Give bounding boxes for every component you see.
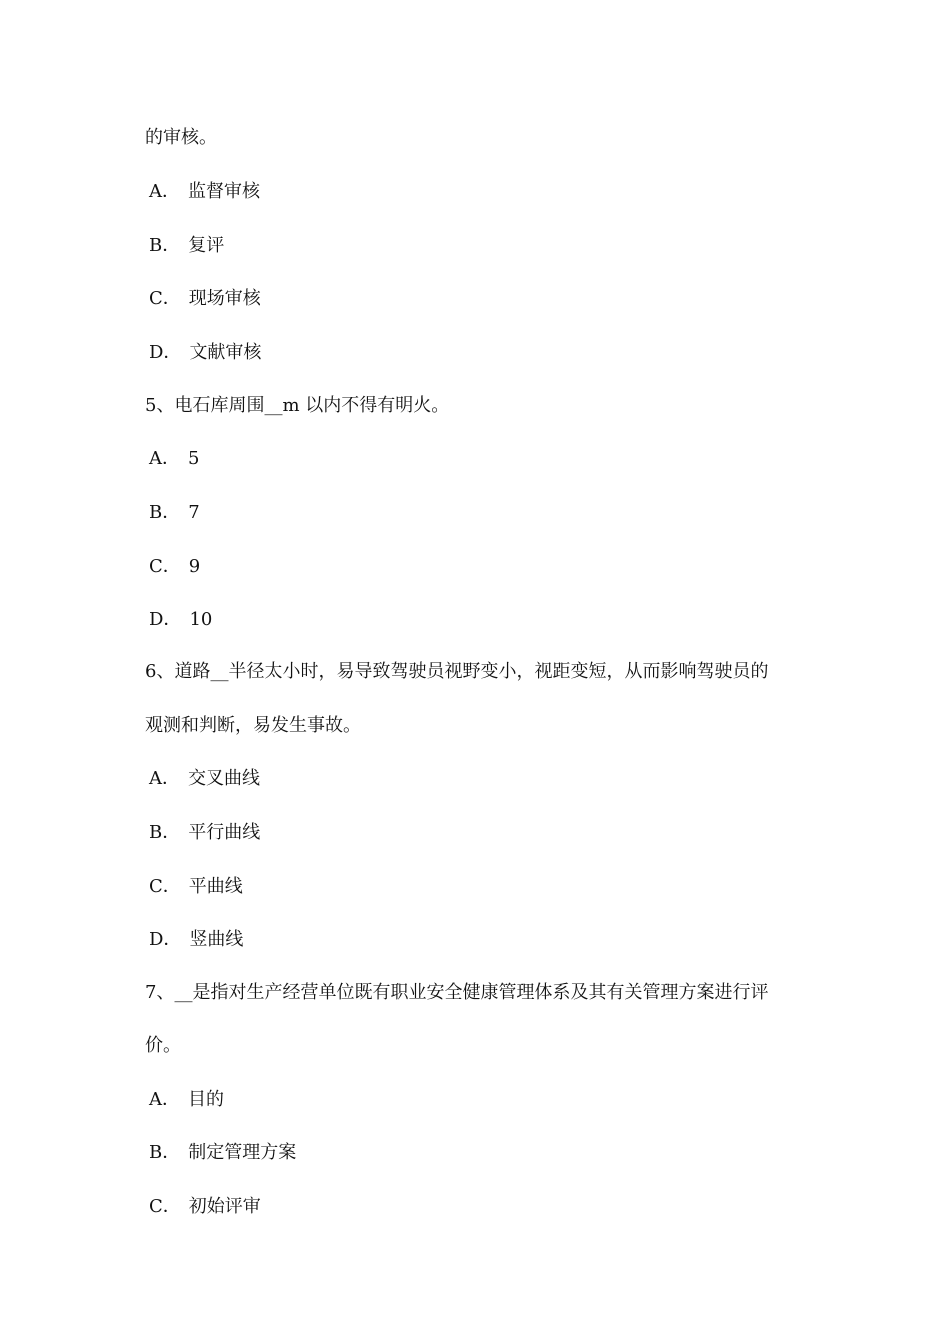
option-text: 9 <box>188 556 201 577</box>
option-letter: B． <box>149 502 181 523</box>
question-4-option-c <box>149 287 261 311</box>
option-letter: B． <box>149 1142 181 1163</box>
option-text: 7 <box>188 502 200 523</box>
question-6-option-c <box>149 875 243 899</box>
question-7-option-b <box>149 1141 296 1165</box>
question-4-option-d <box>149 341 261 365</box>
option-letter: C． <box>149 876 181 897</box>
option-text: 平曲线 <box>188 876 243 897</box>
option-text: 5 <box>188 448 200 469</box>
option-text: 监督审核 <box>188 181 260 202</box>
option-letter: D． <box>149 609 182 630</box>
question-6-stem-line-2: 观测和判断，易发生事故。 <box>145 715 361 736</box>
option-letter: B． <box>149 822 181 843</box>
option-text: 初始评审 <box>188 1196 261 1217</box>
question-6-option-d <box>149 928 243 952</box>
option-text: 制定管理方案 <box>188 1142 297 1163</box>
question-7-option-a <box>149 1088 224 1112</box>
option-letter: A． <box>149 448 180 469</box>
option-letter: B． <box>149 235 181 256</box>
option-text: 复评 <box>188 235 225 256</box>
option-letter: A． <box>149 768 180 789</box>
question-6-option-b <box>149 821 260 845</box>
question-5-option-d <box>149 608 212 632</box>
option-letter: C． <box>149 556 181 577</box>
option-letter: C． <box>149 288 181 309</box>
question-4-stem-continuation: 的审核。 <box>145 127 217 148</box>
question-5-option-a <box>149 447 199 471</box>
option-letter: C． <box>149 1196 181 1217</box>
option-text: 现场审核 <box>188 288 261 309</box>
option-text: 竖曲线 <box>189 929 244 950</box>
option-text: 交叉曲线 <box>188 768 260 789</box>
option-letter: D． <box>149 929 182 950</box>
option-letter: A． <box>149 1089 180 1110</box>
question-6-option-a <box>149 767 260 791</box>
question-7-stem-line-1: 7、__是指对生产经营单位既有职业安全健康管理体系及其有关管理方案进行评 <box>145 982 769 1003</box>
question-5-option-b <box>149 501 200 525</box>
option-text: 目的 <box>188 1089 224 1110</box>
option-text: 文献审核 <box>189 342 262 363</box>
option-text: 10 <box>189 609 213 630</box>
option-text: 平行曲线 <box>188 822 261 843</box>
option-letter: D． <box>149 342 182 363</box>
question-4-option-a <box>149 180 260 204</box>
question-7-option-c <box>149 1195 261 1219</box>
question-5-option-c <box>149 555 200 579</box>
option-letter: A． <box>149 181 180 202</box>
question-4-option-b <box>149 234 224 258</box>
question-5-stem: 5、电石库周围__m 以内不得有明火。 <box>145 395 450 416</box>
question-7-stem-line-2: 价。 <box>145 1035 181 1056</box>
question-6-stem-line-1: 6、道路__半径太小时，易导致驾驶员视野变小，视距变短，从而影响驾驶员的 <box>145 661 769 682</box>
